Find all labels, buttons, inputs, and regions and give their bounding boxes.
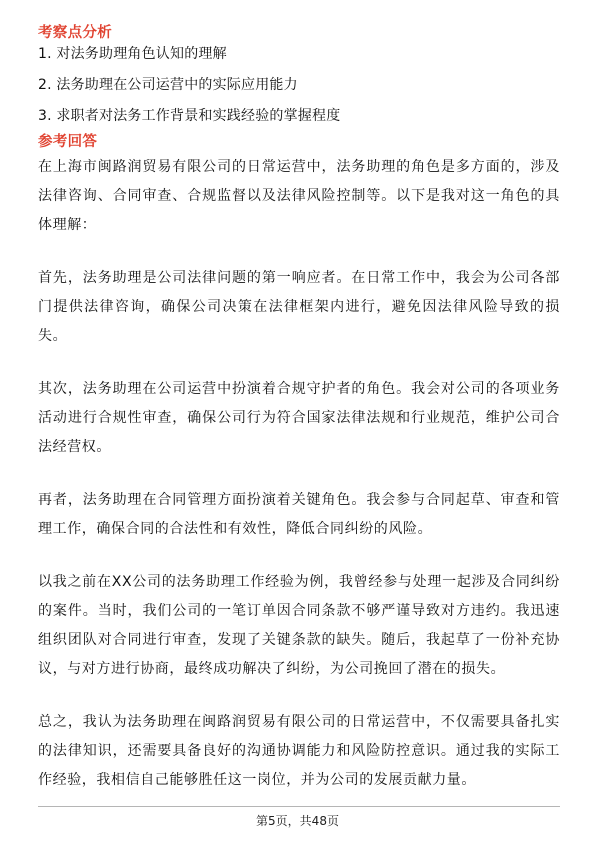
answer-paragraph-3: 其次，法务助理在公司运营中扮演着合规守护者的角色。我会对公司的各项业务活动进行合规性审查，确保公司行为符合国家法律法规和行业规范，维护公司合法经营权。 (38, 381, 560, 455)
answer-body (38, 153, 560, 795)
analysis-point-1: 1. 对法务助理角色认知的理解 (38, 46, 227, 62)
page-number: 第5页，共48页 (256, 814, 339, 828)
analysis-heading: 考察点分析 (38, 25, 112, 41)
document-page (38, 22, 560, 819)
answer-paragraph-1: 在上海市闽路润贸易有限公司的日常运营中，法务助理的角色是多方面的，涉及法律咨询、合同审查、合规监督以及法律风险控制等。以下是我对这一角色的具体理解： (38, 159, 560, 233)
answer-heading: 参考回答 (38, 134, 98, 150)
answer-paragraph-4: 再者，法务助理在合同管理方面扮演着关键角色。我会参与合同起草、审查和管理工作，确保合同的合法性和有效性，降低合同纠纷的风险。 (38, 492, 560, 537)
answer-paragraph-5: 以我之前在XX公司的法务助理工作经验为例，我曾经参与处理一起涉及合同纠纷的案件。当时，我们公司的一笔订单因合同条款不够严谨导致对方违约。我迅速组织团队对合同进行审查，发现了关键条款的缺失。随后，我起草了一份补充协议，与对方进行协商，最终成功解决了纠纷，为公司挽回了潜在的损失。 (38, 574, 560, 677)
answer-paragraph-2: 首先，法务助理是公司法律问题的第一响应者。在日常工作中，我会为公司各部门提供法律咨询，确保公司决策在法律框架内进行，避免因法律风险导致的损失。 (38, 270, 560, 344)
analysis-points (38, 44, 560, 126)
analysis-point-2: 2. 法务助理在公司运营中的实际应用能力 (38, 77, 298, 93)
answer-paragraph-6: 总之，我认为法务助理在闽路润贸易有限公司的日常运营中，不仅需要具备扎实的法律知识，还需要具备良好的沟通协调能力和风险防控意识。通过我的实际工作经验，我相信自己能够胜任这一岗位，并为公司的发展贡献力量。 (38, 714, 560, 788)
footer-divider (38, 806, 560, 807)
analysis-point-3: 3. 求职者对法务工作背景和实践经验的掌握程度 (38, 108, 341, 124)
